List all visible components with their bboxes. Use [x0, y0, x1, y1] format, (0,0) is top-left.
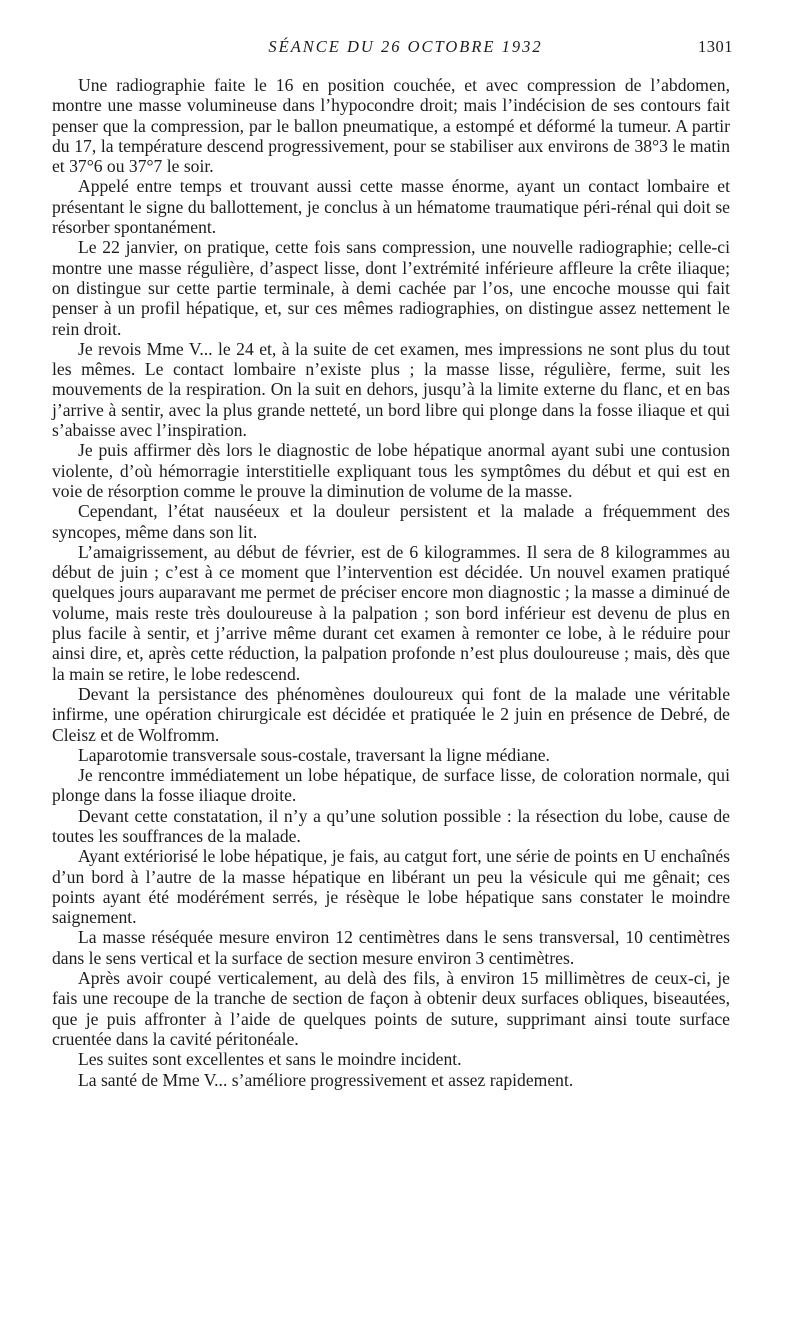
- paragraph: La santé de Mme V... s’améliore progressivement et assez rapidement.: [78, 1069, 574, 1090]
- page-number: 1301: [698, 37, 733, 56]
- paragraph: Le 22 janvier, on pratique, cette fois sans compression, une nouvelle radiographie; celle-ci montre une masse régulière, d’aspect lisse, dont l’extrémité inférieure affleure la crête iliaque; on distingue sur cette partie terminale, à demi cachée par l’os, une encoche mousse qui fait penser à un profil hépatique, et, sur ces mêmes radiographies, on distingue assez nettement le rein droit.: [52, 237, 730, 339]
- running-header: [78, 37, 733, 59]
- running-title: SÉANCE DU 26 OCTOBRE 1932: [268, 37, 543, 56]
- paragraph: Après avoir coupé verticalement, au delà des fils, à environ 15 millimètres de ceux-ci, je fais une recoupe de la tranche de section de façon à obtenir deux surfaces obliques, biseautées, que je puis affronter à l’aide de quelques points de suture, supprimant ainsi toute surface cruentée dans la cavité péritonéale.: [52, 968, 730, 1049]
- paragraph: Je puis affirmer dès lors le diagnostic de lobe hépatique anormal ayant subi une contusion violente, d’où hémorragie interstitielle expliquant tous les symptômes du début et qui est en voie de résorption comme le prouve la diminution de volume de la masse.: [52, 440, 730, 501]
- paragraph: Devant cette constatation, il n’y a qu’une solution possible : la résection du lobe, cause de toutes les souffrances de la malade.: [52, 805, 730, 846]
- paragraph: Une radiographie faite le 16 en position couchée, et avec compression de l’abdomen, montre une masse volumineuse dans l’hypocondre droit; mais l’indécision de ses contours fait penser que la compression, par le ballon pneumatique, a estompé et déformé la tumeur. A partir du 17, la température descend progressivement, pour se stabiliser aux environs de 38°3 le matin et 37°6 ou 37°7 le soir.: [52, 75, 730, 177]
- paragraph: La masse réséquée mesure environ 12 centimètres dans le sens transversal, 10 centimètres dans le sens vertical et la surface de section mesure environ 3 centimètres.: [52, 927, 730, 968]
- paragraph: Cependant, l’état nauséeux et la douleur persistent et la malade a fréquemment des syncopes, même dans son lit.: [52, 501, 730, 542]
- paragraph: Devant la persistance des phénomènes douloureux qui font de la malade une véritable infirme, une opération chirurgicale est décidée et pratiquée le 2 juin en présence de Debré, de Cleisz et de Wolfromm.: [52, 683, 730, 745]
- paragraph: Appelé entre temps et trouvant aussi cette masse énorme, ayant un contact lombaire et présentant le signe du ballottement, je conclus à un hématome traumatique péri-rénal qui doit se résorber spontanément.: [52, 176, 730, 238]
- paragraph: Les suites sont excellentes et sans le moindre incident.: [78, 1049, 462, 1070]
- paragraph: Laparotomie transversale sous-costale, traversant la ligne médiane.: [78, 744, 550, 765]
- paragraph: Ayant extériorisé le lobe hépatique, je fais, au catgut fort, une série de points en U enchaînés d’un bord à l’autre de la masse hépatique en libérant un peu la vésicule qui me gênait; ces points ayant été modérément serrés, je résèque le lobe hépatique sans constater le moindre saignement.: [52, 846, 730, 928]
- paragraph: L’amaigrissement, au début de février, est de 6 kilogrammes. Il sera de 8 kilogrammes au début de juin ; c’est à ce moment que l’intervention est décidée. Un nouvel examen pratiqué quelques jours auparavant me permet de préciser encore mon diagnostic ; la masse a diminué de volume, mais reste très douloureuse à la palpation ; son bord inférieur est devenu de plus en plus facile à sentir, et j’arrive même durant cet examen à remonter ce lobe, à le réduire pour ainsi dire, et, après cette réduction, la palpation profonde n’est plus douloureuse ; mais, dès que la main se retire, le lobe redescend.: [52, 541, 730, 684]
- body-text: [52, 75, 730, 1090]
- paragraph: Je revois Mme V... le 24 et, à la suite de cet examen, mes impressions ne sont plus du tout les mêmes. Le contact lombaire n’existe plus ; la masse lisse, régulière, ferme, suit les mouvements de la respiration. On la suit en dehors, jusqu’à la limite externe du flanc, et en bas j’arrive à sentir, avec la plus grande netteté, un bord libre qui plonge dans la fosse iliaque et qui s’abaisse avec l’inspiration.: [52, 338, 730, 441]
- paragraph: Je rencontre immédiatement un lobe hépatique, de surface lisse, de coloration normale, qui plonge dans la fosse iliaque droite.: [52, 765, 730, 806]
